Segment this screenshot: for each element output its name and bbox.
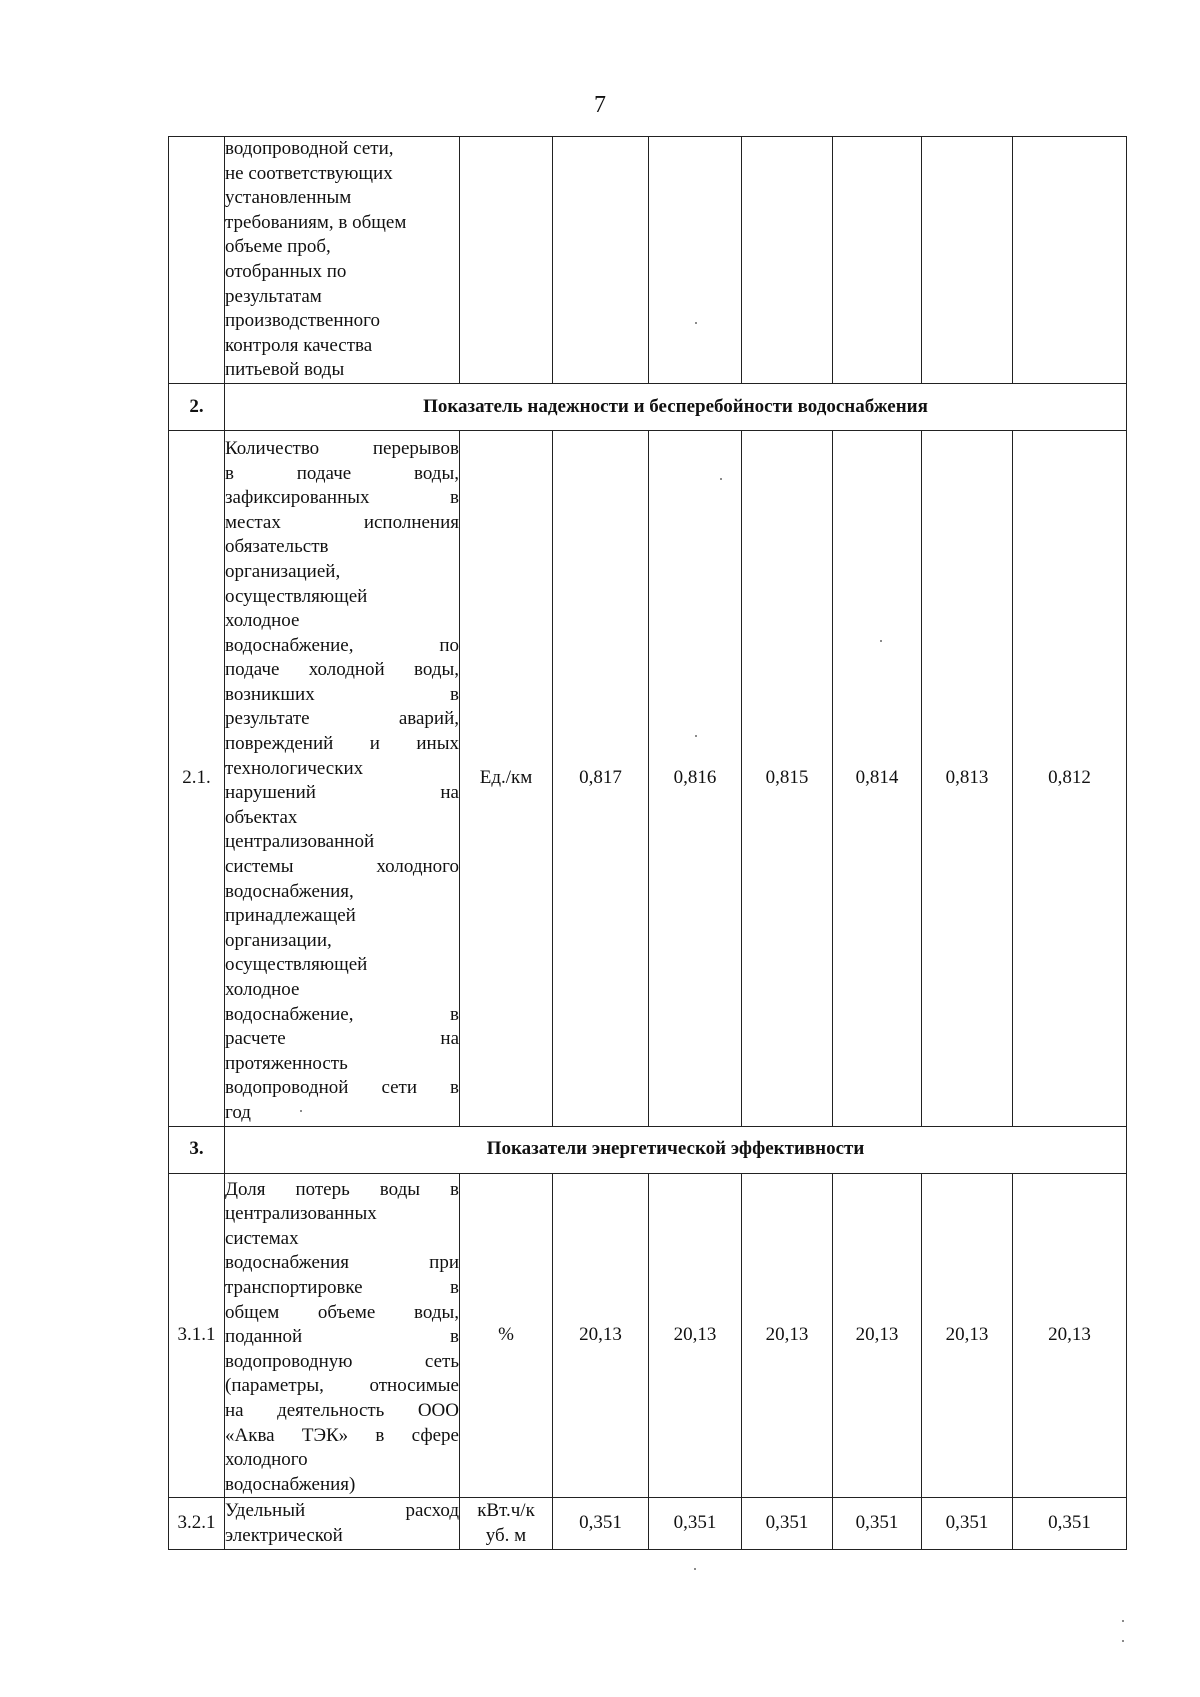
desc-line: системах <box>225 1227 299 1249</box>
indicator-description <box>225 430 460 1126</box>
desc-line: обязательств <box>225 536 329 558</box>
value-cell: 0,351 <box>649 1498 742 1550</box>
desc-line: холодное <box>225 979 300 1000</box>
desc-line: на деятельность ООО <box>225 1399 459 1421</box>
empty-cell <box>1013 137 1127 384</box>
table-row-3-1-1 <box>169 1173 1127 1498</box>
unit-cell <box>460 1498 553 1550</box>
desc-line: Количество перерывов <box>225 437 459 459</box>
desc-line: «Аква ТЭК» в сфере <box>225 1424 459 1446</box>
desc-line: возникших в <box>225 683 459 705</box>
desc-line: установленным <box>225 187 352 209</box>
desc-line: объеме проб, <box>225 236 331 258</box>
desc-line: отобранных по <box>225 260 347 282</box>
desc-line: централизованных <box>225 1203 377 1225</box>
value-cell: 20,13 <box>553 1173 649 1498</box>
desc-line: общем объеме воды, <box>225 1301 459 1323</box>
empty-cell <box>833 137 922 384</box>
section-number: 3. <box>169 1126 225 1173</box>
unit-line: уб. м <box>485 1524 527 1546</box>
value-cell: 0,351 <box>922 1498 1013 1550</box>
table-row-continuation <box>169 137 1127 384</box>
scan-speck <box>694 1568 696 1570</box>
value-cell: 0,816 <box>649 430 742 1126</box>
desc-line: в подаче воды, <box>225 462 459 484</box>
desc-line: электрической <box>225 1524 343 1546</box>
empty-cell <box>922 137 1013 384</box>
section-title: Показатель надежности и бесперебойности водоснабжения <box>225 383 1127 430</box>
value-cell: 0,814 <box>833 430 922 1126</box>
desc-line: (параметры, относимые <box>225 1375 459 1397</box>
desc-line: холодное <box>225 610 300 632</box>
scan-speck <box>720 478 722 480</box>
empty-cell <box>460 137 553 384</box>
desc-line: организации, <box>225 929 332 951</box>
desc-line: расчете на <box>225 1028 459 1050</box>
value-cell: 20,13 <box>833 1173 922 1498</box>
desc-line: водоснабжения) <box>225 1473 356 1495</box>
desc-line: протяженность <box>225 1052 348 1074</box>
desc-line: зафиксированных в <box>225 487 459 509</box>
scan-speck <box>695 735 697 737</box>
table-row-2-1 <box>169 430 1127 1126</box>
desc-line: технологических <box>225 757 364 779</box>
value-cell: 20,13 <box>1013 1173 1127 1498</box>
section-header-row <box>169 383 1127 430</box>
value-cell: 0,817 <box>553 430 649 1126</box>
desc-line: питьевой воды <box>225 359 345 381</box>
desc-line: осуществляющей <box>225 585 368 607</box>
scan-speck <box>1122 1640 1124 1642</box>
value-cell: 0,813 <box>922 430 1013 1126</box>
desc-line: результате аварий, <box>225 708 459 730</box>
desc-line: подаче холодной воды, <box>225 659 459 681</box>
value-cell: 0,815 <box>742 430 833 1126</box>
desc-line: поданной в <box>225 1326 459 1348</box>
value-cell: 0,351 <box>553 1498 649 1550</box>
section-title: Показатели энергетической эффективности <box>225 1126 1127 1173</box>
desc-line: холодного <box>225 1449 308 1471</box>
row-number: 3.2.1 <box>169 1498 225 1550</box>
value-cell: 0,812 <box>1013 430 1127 1126</box>
desc-line: повреждений и иных <box>225 733 459 755</box>
desc-line: водоснабжение, в <box>225 1003 459 1025</box>
unit-cell: Ед./км <box>460 430 553 1126</box>
value-cell: 0,351 <box>833 1498 922 1550</box>
desc-line: результатам <box>225 285 322 307</box>
row-number: 2.1. <box>169 430 225 1126</box>
desc-line: нарушений на <box>225 782 459 804</box>
desc-line: водоснабжение, по <box>225 634 459 656</box>
desc-line: водоснабжения, <box>225 880 354 902</box>
desc-line: системы холодного <box>225 856 459 878</box>
section-number: 2. <box>169 383 225 430</box>
indicator-description <box>225 137 460 384</box>
desc-line: транспортировке в <box>225 1276 459 1298</box>
desc-line: водопроводной сети в <box>225 1077 459 1099</box>
value-cell: 20,13 <box>922 1173 1013 1498</box>
value-cell: 20,13 <box>742 1173 833 1498</box>
empty-cell <box>649 137 742 384</box>
value-cell: 0,351 <box>742 1498 833 1550</box>
scan-speck <box>695 322 697 324</box>
desc-line: водопроводную сеть <box>225 1350 459 1372</box>
scan-speck <box>880 640 882 642</box>
value-cell: 20,13 <box>649 1173 742 1498</box>
table-row-3-2-1 <box>169 1498 1127 1550</box>
indicator-description <box>225 1498 460 1550</box>
value-cell: 0,351 <box>1013 1498 1127 1550</box>
desc-line: Доля потерь воды в <box>225 1178 459 1200</box>
unit-line: кВт.ч/к <box>477 1500 535 1522</box>
indicators-table <box>168 136 1127 1550</box>
empty-cell <box>553 137 649 384</box>
desc-line: год <box>225 1101 251 1123</box>
empty-cell <box>742 137 833 384</box>
desc-line: местах исполнения <box>225 511 459 533</box>
desc-line: объектах <box>225 806 298 828</box>
desc-line: Удельный расход <box>225 1500 459 1522</box>
scan-speck <box>300 1110 302 1112</box>
indicator-description <box>225 1173 460 1498</box>
desc-line: организацией, <box>225 560 341 582</box>
page-number: 7 <box>594 92 606 118</box>
desc-line: осуществляющей <box>225 954 368 976</box>
row-number: 3.1.1 <box>169 1173 225 1498</box>
desc-line: водоснабжения при <box>225 1252 459 1274</box>
desc-line: принадлежащей <box>225 905 356 927</box>
desc-line: контроля качества <box>225 334 373 356</box>
row-number-cell <box>169 137 225 384</box>
desc-line: водопроводной сети, <box>225 138 394 159</box>
section-header-row <box>169 1126 1127 1173</box>
desc-line: не соответствующих <box>225 162 393 184</box>
scan-speck <box>1122 1620 1124 1622</box>
desc-line: требованиям, в общем <box>225 211 407 233</box>
desc-line: производственного <box>225 310 380 332</box>
desc-line: централизованной <box>225 831 375 853</box>
unit-cell: % <box>460 1173 553 1498</box>
